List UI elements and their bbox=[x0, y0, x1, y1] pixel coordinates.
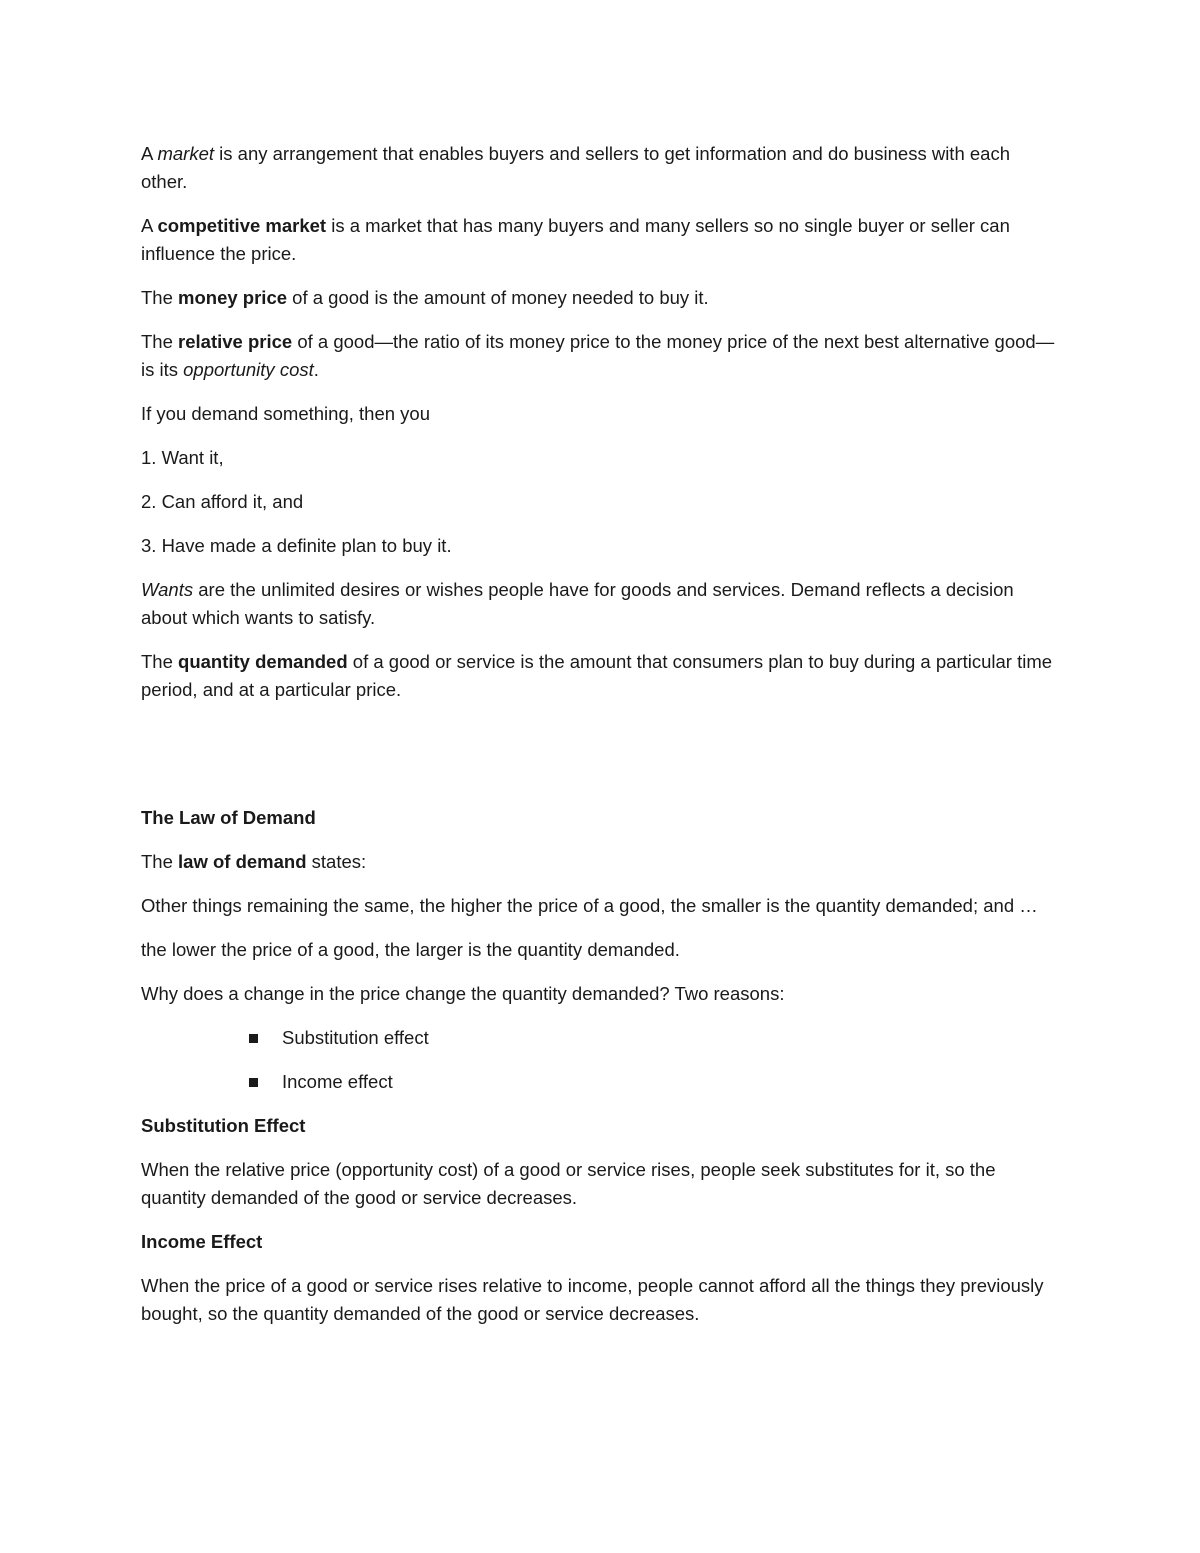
document-page bbox=[141, 140, 1061, 1344]
paragraph-competitive-market bbox=[141, 212, 1061, 268]
text-span: The bbox=[141, 651, 179, 672]
square-bullet-icon bbox=[249, 1034, 258, 1043]
text-span: states: bbox=[306, 851, 367, 872]
paragraph-why-reasons: Why does a change in the price change the quantity demanded? Two reasons: bbox=[141, 983, 785, 1004]
term-quantity-demanded: quantity demanded bbox=[178, 651, 348, 672]
bullet-text: Substitution effect bbox=[282, 1027, 429, 1048]
heading-text: Income Effect bbox=[141, 1231, 263, 1252]
text-span: The bbox=[141, 287, 179, 308]
paragraph-wants bbox=[141, 576, 1061, 632]
heading-text: Substitution Effect bbox=[141, 1115, 306, 1136]
text-span: The bbox=[141, 331, 179, 352]
list-item: 2. Can afford it, and bbox=[141, 491, 304, 512]
heading-substitution-effect bbox=[141, 1112, 1061, 1140]
heading-text: The Law of Demand bbox=[141, 807, 316, 828]
text-span: . bbox=[313, 359, 319, 380]
paragraph-law-higher-price: Other things remaining the same, the higher the price of a good, the smaller is the quantity demanded; and … bbox=[141, 895, 1038, 916]
reasons-list bbox=[141, 1024, 1061, 1096]
term-relative-price: relative price bbox=[178, 331, 293, 352]
text-span: A bbox=[141, 143, 158, 164]
paragraph-income-effect: When the price of a good or service rises relative to income, people cannot afford all the things they previously bought, so the quantity demanded of the good or service decreases. bbox=[141, 1275, 1044, 1324]
term-money-price: money price bbox=[178, 287, 288, 308]
text-span: is any arrangement that enables buyers and sellers to get information and do business with each other. bbox=[141, 143, 1010, 192]
heading-law-of-demand bbox=[141, 804, 1061, 832]
text-span: The bbox=[141, 851, 179, 872]
bullet-item bbox=[141, 1024, 1061, 1052]
term-competitive-market: competitive market bbox=[157, 215, 327, 236]
paragraph-market-definition bbox=[141, 140, 1061, 196]
text-span: are the unlimited desires or wishes people have for goods and services. Demand reflects a decision about which wants to satisfy. bbox=[141, 579, 1014, 628]
term-opportunity-cost: opportunity cost bbox=[183, 359, 314, 380]
paragraph-law-states bbox=[141, 848, 1061, 876]
text-span: of a good is the amount of money needed to buy it. bbox=[287, 287, 709, 308]
term-market: market bbox=[157, 143, 215, 164]
bullet-text: Income effect bbox=[282, 1071, 393, 1092]
text-span: of a good or service is the amount that consumers plan to buy during a particular time period, and at a particular price. bbox=[141, 651, 1053, 700]
term-law-of-demand: law of demand bbox=[178, 851, 307, 872]
paragraph-law-lower-price: the lower the price of a good, the larger is the quantity demanded. bbox=[141, 939, 680, 960]
term-wants: Wants bbox=[141, 579, 194, 600]
paragraph-relative-price bbox=[141, 328, 1061, 384]
paragraph-demand-intro: If you demand something, then you bbox=[141, 403, 430, 424]
text-span: of a good—the ratio of its money price to the money price of the next best alternative good—is its bbox=[141, 331, 1055, 380]
square-bullet-icon bbox=[249, 1078, 258, 1087]
paragraph-substitution-effect: When the relative price (opportunity cost) of a good or service rises, people seek substitutes for it, so the quantity demanded of the good or service decreases. bbox=[141, 1159, 996, 1208]
heading-income-effect bbox=[141, 1228, 1061, 1256]
list-item: 1. Want it, bbox=[141, 447, 224, 468]
paragraph-money-price bbox=[141, 284, 1061, 312]
list-item: 3. Have made a definite plan to buy it. bbox=[141, 535, 452, 556]
text-span: is a market that has many buyers and many sellers so no single buyer or seller can influence the price. bbox=[141, 215, 1010, 264]
bullet-item bbox=[141, 1068, 1061, 1096]
text-span: A bbox=[141, 215, 158, 236]
paragraph-quantity-demanded bbox=[141, 648, 1061, 704]
